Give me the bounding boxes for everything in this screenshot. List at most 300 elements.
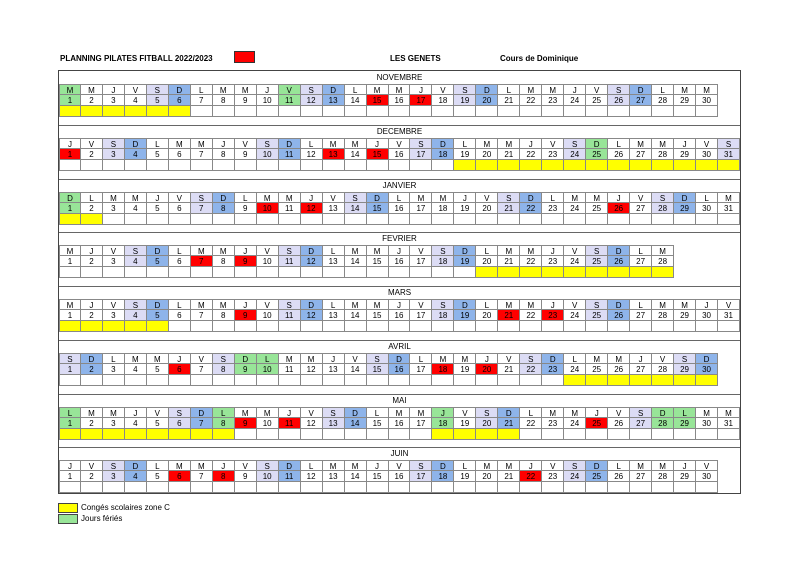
day-number-cell: 7	[191, 418, 213, 429]
weekday-letter: J	[674, 460, 696, 471]
day-number-cell: 15	[367, 203, 389, 214]
month-mai	[59, 394, 740, 448]
day-number-cell: 16	[389, 95, 411, 106]
day-number-cell: 25	[586, 471, 608, 482]
empty-cell	[191, 214, 213, 225]
empty-cell	[718, 214, 740, 225]
empty-cell	[213, 160, 235, 171]
weekday-letter: M	[301, 353, 323, 364]
weekday-letter: J	[367, 138, 389, 149]
day-number-cell: 26	[608, 256, 630, 267]
empty-cell	[279, 267, 301, 278]
day-number-cell: 18	[432, 471, 454, 482]
weekday-letter: L	[59, 407, 81, 418]
weekday-letter: V	[389, 460, 411, 471]
empty-cell	[454, 321, 476, 332]
weekday-letter: D	[279, 460, 301, 471]
weekday-letter: M	[345, 460, 367, 471]
weekday-letter: S	[520, 353, 542, 364]
weekday-letter: M	[81, 84, 103, 95]
empty-cell	[213, 214, 235, 225]
empty-cell	[169, 267, 191, 278]
vacation-cell	[696, 160, 718, 171]
weekday-letter: S	[279, 299, 301, 310]
empty-cell	[674, 106, 696, 117]
weekday-letter: V	[586, 84, 608, 95]
empty-cell	[389, 429, 411, 440]
day-number-cell: 28	[652, 310, 674, 321]
day-number-cell: 7	[191, 149, 213, 160]
empty-cell	[454, 375, 476, 386]
empty-cell	[345, 214, 367, 225]
weekday-letter: M	[235, 84, 257, 95]
course-day-cell: 17	[410, 95, 432, 106]
weekday-letter: D	[367, 192, 389, 203]
weekday-letter: M	[564, 192, 586, 203]
weekday-letter: D	[389, 353, 411, 364]
empty-cell	[169, 214, 191, 225]
weekday-letter: D	[147, 245, 169, 256]
empty-cell	[367, 106, 389, 117]
day-number-cell: 18	[432, 203, 454, 214]
month-name: AVRIL	[388, 341, 411, 351]
weekday-letter: V	[542, 138, 564, 149]
day-number-cell: 10	[257, 471, 279, 482]
day-number-cell: 16	[389, 310, 411, 321]
empty-cell	[169, 375, 191, 386]
day-number-cell: 28	[652, 418, 674, 429]
empty-cell	[586, 482, 608, 493]
empty-cell	[586, 106, 608, 117]
empty-cell	[608, 482, 630, 493]
weekday-letter: M	[520, 299, 542, 310]
empty-cell	[367, 482, 389, 493]
empty-cell	[279, 160, 301, 171]
empty-cell	[323, 106, 345, 117]
day-number-cell: 23	[542, 418, 564, 429]
vacation-cell	[718, 160, 740, 171]
empty-cell	[389, 267, 411, 278]
empty-cell	[520, 214, 542, 225]
empty-cell	[257, 321, 279, 332]
empty-cell	[389, 321, 411, 332]
empty-cell	[81, 482, 103, 493]
empty-cell	[367, 429, 389, 440]
weekday-letter: M	[520, 84, 542, 95]
weekday-letter: S	[454, 84, 476, 95]
empty-cell	[542, 429, 564, 440]
weekday-letter: L	[564, 353, 586, 364]
day-number-cell: 3	[103, 418, 125, 429]
day-number-cell: 18	[432, 310, 454, 321]
empty-cell	[147, 375, 169, 386]
day-number-cell: 23	[542, 256, 564, 267]
day-number-cell: 31	[718, 418, 740, 429]
day-number-cell: 17	[410, 203, 432, 214]
empty-cell	[257, 482, 279, 493]
day-number-cell: 16	[389, 471, 411, 482]
weekday-letter: D	[432, 460, 454, 471]
weekday-letter: D	[147, 299, 169, 310]
weekday-letter: J	[323, 353, 345, 364]
day-number-cell: 28	[652, 95, 674, 106]
day-number-cell: 28	[652, 149, 674, 160]
empty-cell	[410, 106, 432, 117]
weekday-letter: J	[674, 138, 696, 149]
day-number-cell: 3	[103, 256, 125, 267]
empty-cell	[191, 321, 213, 332]
empty-cell	[323, 160, 345, 171]
weekday-letter: L	[410, 353, 432, 364]
weekday-letter: L	[542, 192, 564, 203]
empty-cell	[608, 321, 630, 332]
day-number-cell: 19	[454, 310, 476, 321]
day-number-cell: 2	[81, 364, 103, 375]
weekday-letter: M	[389, 84, 411, 95]
day-number-cell: 2	[81, 256, 103, 267]
day-number-cell: 4	[125, 310, 147, 321]
weekday-letter: M	[345, 299, 367, 310]
weekday-letter: L	[301, 460, 323, 471]
vacation-cell	[59, 106, 81, 117]
weekday-letter: L	[81, 192, 103, 203]
day-number-cell: 8	[213, 310, 235, 321]
day-number-cell: 17	[410, 256, 432, 267]
empty-cell	[235, 267, 257, 278]
vacation-cell	[586, 267, 608, 278]
empty-cell	[476, 321, 498, 332]
weekday-letter: J	[147, 192, 169, 203]
weekday-letter: S	[103, 460, 125, 471]
day-number-cell: 29	[674, 149, 696, 160]
day-number-cell: 26	[608, 471, 630, 482]
empty-cell	[410, 267, 432, 278]
vacation-cell	[542, 160, 564, 171]
month-fevrier	[59, 232, 740, 286]
empty-cell	[301, 214, 323, 225]
day-number-cell: 21	[498, 203, 520, 214]
empty-cell	[476, 214, 498, 225]
month-separator	[59, 447, 740, 448]
vacation-cell	[59, 214, 81, 225]
weekday-letter: M	[213, 245, 235, 256]
weekday-letter: M	[674, 84, 696, 95]
day-number-cell: 22	[520, 95, 542, 106]
weekday-letter: M	[608, 353, 630, 364]
instructor-label: Cours de Dominique	[500, 54, 579, 63]
weekday-letter: M	[213, 299, 235, 310]
weekday-letter: J	[367, 460, 389, 471]
day-number-cell: 14	[345, 95, 367, 106]
empty-cell	[257, 267, 279, 278]
day-number-cell: 17	[410, 418, 432, 429]
course-day-cell: 23	[542, 310, 564, 321]
day-number-cell: 9	[235, 364, 257, 375]
empty-cell	[213, 375, 235, 386]
vacation-cell	[81, 106, 103, 117]
day-number-cell: 11	[279, 149, 301, 160]
weekday-letter: S	[410, 460, 432, 471]
day-number-cell: 5	[147, 310, 169, 321]
empty-cell	[323, 375, 345, 386]
course-day-cell: 8	[213, 471, 235, 482]
weekday-letter: M	[498, 460, 520, 471]
day-number-cell: 9	[235, 203, 257, 214]
day-number-cell: 5	[147, 364, 169, 375]
vacation-cell	[476, 429, 498, 440]
empty-cell	[103, 267, 125, 278]
day-number-cell: 26	[608, 418, 630, 429]
day-number-cell: 3	[103, 364, 125, 375]
vacation-cell	[432, 429, 454, 440]
weekday-letter: M	[323, 138, 345, 149]
day-number-cell: 15	[367, 310, 389, 321]
day-number-cell: 24	[564, 364, 586, 375]
vacation-cell	[586, 375, 608, 386]
empty-cell	[367, 375, 389, 386]
empty-cell	[125, 375, 147, 386]
weekday-letter: M	[191, 245, 213, 256]
empty-cell	[652, 321, 674, 332]
weekday-letter: M	[345, 138, 367, 149]
weekday-letter: D	[345, 407, 367, 418]
weekday-letter: S	[432, 245, 454, 256]
empty-cell	[235, 214, 257, 225]
day-number-cell: 26	[608, 95, 630, 106]
weekday-letter: M	[59, 245, 81, 256]
vacation-cell	[59, 429, 81, 440]
weekday-letter: L	[323, 245, 345, 256]
weekday-letter: J	[213, 138, 235, 149]
weekday-letter: L	[696, 192, 718, 203]
empty-cell	[125, 160, 147, 171]
day-number-cell: 26	[608, 310, 630, 321]
weekday-letter: J	[410, 84, 432, 95]
course-day-cell: 15	[367, 149, 389, 160]
vacation-cell	[476, 160, 498, 171]
empty-cell	[279, 214, 301, 225]
weekday-letter: L	[389, 192, 411, 203]
weekday-letter: V	[301, 407, 323, 418]
empty-cell	[498, 321, 520, 332]
weekday-letter: S	[718, 138, 740, 149]
weekday-letter: L	[213, 407, 235, 418]
day-number-cell: 4	[125, 471, 147, 482]
vacation-cell	[103, 106, 125, 117]
weekday-letter: M	[696, 84, 718, 95]
empty-cell	[410, 375, 432, 386]
weekday-letter: V	[498, 353, 520, 364]
empty-cell	[652, 429, 674, 440]
day-number-cell: 23	[542, 471, 564, 482]
day-number-cell: 11	[279, 471, 301, 482]
empty-cell	[103, 214, 125, 225]
day-number-cell: 2	[81, 149, 103, 160]
weekday-letter: M	[213, 84, 235, 95]
weekday-letter: J	[279, 407, 301, 418]
empty-cell	[389, 375, 411, 386]
day-number-cell: 5	[147, 149, 169, 160]
course-day-cell: 25	[586, 418, 608, 429]
empty-cell	[367, 267, 389, 278]
vacation-cell	[498, 429, 520, 440]
day-number-cell: 22	[520, 364, 542, 375]
vacation-cell	[147, 429, 169, 440]
day-number-cell: 27	[630, 364, 652, 375]
vacation-cell	[696, 375, 718, 386]
empty-cell	[498, 482, 520, 493]
day-number-cell: 9	[235, 95, 257, 106]
weekday-letter: J	[389, 245, 411, 256]
empty-cell	[586, 321, 608, 332]
empty-cell	[257, 106, 279, 117]
day-number-cell: 6	[169, 256, 191, 267]
empty-cell	[323, 429, 345, 440]
empty-cell	[103, 160, 125, 171]
weekday-letter: M	[125, 192, 147, 203]
vacation-cell	[674, 160, 696, 171]
day-number-cell: 29	[674, 364, 696, 375]
weekday-letter: J	[81, 299, 103, 310]
day-number-cell: 1	[59, 471, 81, 482]
weekday-letter: J	[169, 353, 191, 364]
weekday-letter: S	[586, 299, 608, 310]
weekday-letter: S	[279, 245, 301, 256]
weekday-letter: V	[454, 407, 476, 418]
weekday-letter: M	[323, 460, 345, 471]
weekday-letter: M	[652, 245, 674, 256]
day-number-cell: 4	[125, 418, 147, 429]
day-number-cell: 20	[476, 310, 498, 321]
weekday-letter: M	[235, 407, 257, 418]
vacation-cell	[125, 106, 147, 117]
day-number-cell: 12	[301, 310, 323, 321]
weekday-letter: L	[169, 299, 191, 310]
empty-cell	[345, 482, 367, 493]
day-number-cell: 29	[674, 310, 696, 321]
weekday-letter: J	[59, 138, 81, 149]
day-number-cell: 2	[81, 418, 103, 429]
empty-cell	[279, 321, 301, 332]
day-number-cell: 13	[323, 256, 345, 267]
day-number-cell: 3	[103, 471, 125, 482]
day-number-cell: 11	[279, 203, 301, 214]
month-separator	[59, 394, 740, 395]
day-number-cell: 19	[454, 149, 476, 160]
empty-cell	[191, 482, 213, 493]
day-number-cell: 25	[586, 203, 608, 214]
vacation-cell	[147, 321, 169, 332]
weekday-letter: S	[410, 138, 432, 149]
empty-cell	[235, 106, 257, 117]
vacation-cell	[652, 375, 674, 386]
day-number-cell: 29	[674, 471, 696, 482]
empty-cell	[345, 160, 367, 171]
day-number-cell: 18	[432, 95, 454, 106]
empty-cell	[191, 267, 213, 278]
day-number-cell: 30	[696, 471, 718, 482]
weekday-letter: D	[542, 353, 564, 364]
weekday-letter: S	[257, 138, 279, 149]
empty-cell	[542, 375, 564, 386]
vacation-cell	[498, 267, 520, 278]
day-number-cell: 26	[608, 364, 630, 375]
vacation-cell	[652, 160, 674, 171]
empty-cell	[630, 321, 652, 332]
weekday-letter: M	[564, 407, 586, 418]
weekday-letter: V	[718, 299, 740, 310]
day-number-cell: 27	[630, 310, 652, 321]
day-number-cell: 19	[454, 364, 476, 375]
month-juin	[59, 447, 740, 501]
day-number-cell: 14	[345, 256, 367, 267]
empty-cell	[345, 375, 367, 386]
day-number-cell: 13	[323, 471, 345, 482]
empty-cell	[542, 482, 564, 493]
vacation-cell	[630, 267, 652, 278]
planning-title: PLANNING PILATES FITBALL 2022/2023	[60, 54, 213, 63]
day-number-cell: 14	[345, 310, 367, 321]
weekday-letter: V	[410, 299, 432, 310]
weekday-letter: L	[169, 245, 191, 256]
weekday-letter: V	[542, 460, 564, 471]
day-number-cell: 25	[586, 256, 608, 267]
day-number-cell: 5	[147, 203, 169, 214]
day-number-cell: 2	[81, 310, 103, 321]
empty-cell	[432, 160, 454, 171]
day-number-cell: 15	[367, 471, 389, 482]
day-number-cell: 4	[125, 149, 147, 160]
empty-cell	[301, 429, 323, 440]
course-color-swatch	[234, 51, 255, 63]
day-number-cell: 13	[323, 310, 345, 321]
weekday-letter: L	[147, 138, 169, 149]
weekday-letter: J	[520, 138, 542, 149]
day-number-cell: 7	[191, 203, 213, 214]
empty-cell	[652, 482, 674, 493]
day-number-cell: 12	[301, 95, 323, 106]
empty-cell	[257, 160, 279, 171]
weekday-letter: J	[235, 245, 257, 256]
weekday-letter: M	[476, 138, 498, 149]
day-number-cell: 27	[630, 418, 652, 429]
weekday-letter: L	[630, 299, 652, 310]
empty-cell	[520, 482, 542, 493]
weekday-letter: L	[476, 245, 498, 256]
day-number-cell: 11	[279, 310, 301, 321]
weekday-letter: M	[279, 192, 301, 203]
weekday-letter: M	[191, 299, 213, 310]
day-number-cell: 11	[279, 256, 301, 267]
weekday-letter: V	[696, 460, 718, 471]
empty-cell	[476, 375, 498, 386]
empty-cell	[103, 482, 125, 493]
day-number-cell: 6	[169, 95, 191, 106]
weekday-letter: D	[59, 192, 81, 203]
weekday-letter: L	[498, 84, 520, 95]
weekday-letter: M	[279, 353, 301, 364]
weekday-letter: S	[301, 84, 323, 95]
month-decembre	[59, 125, 740, 179]
weekday-letter: D	[279, 138, 301, 149]
weekday-letter: D	[630, 84, 652, 95]
day-number-cell: 10	[257, 95, 279, 106]
empty-cell	[718, 429, 740, 440]
empty-cell	[103, 375, 125, 386]
day-number-cell: 9	[235, 471, 257, 482]
weekday-letter: J	[630, 353, 652, 364]
empty-cell	[367, 214, 389, 225]
